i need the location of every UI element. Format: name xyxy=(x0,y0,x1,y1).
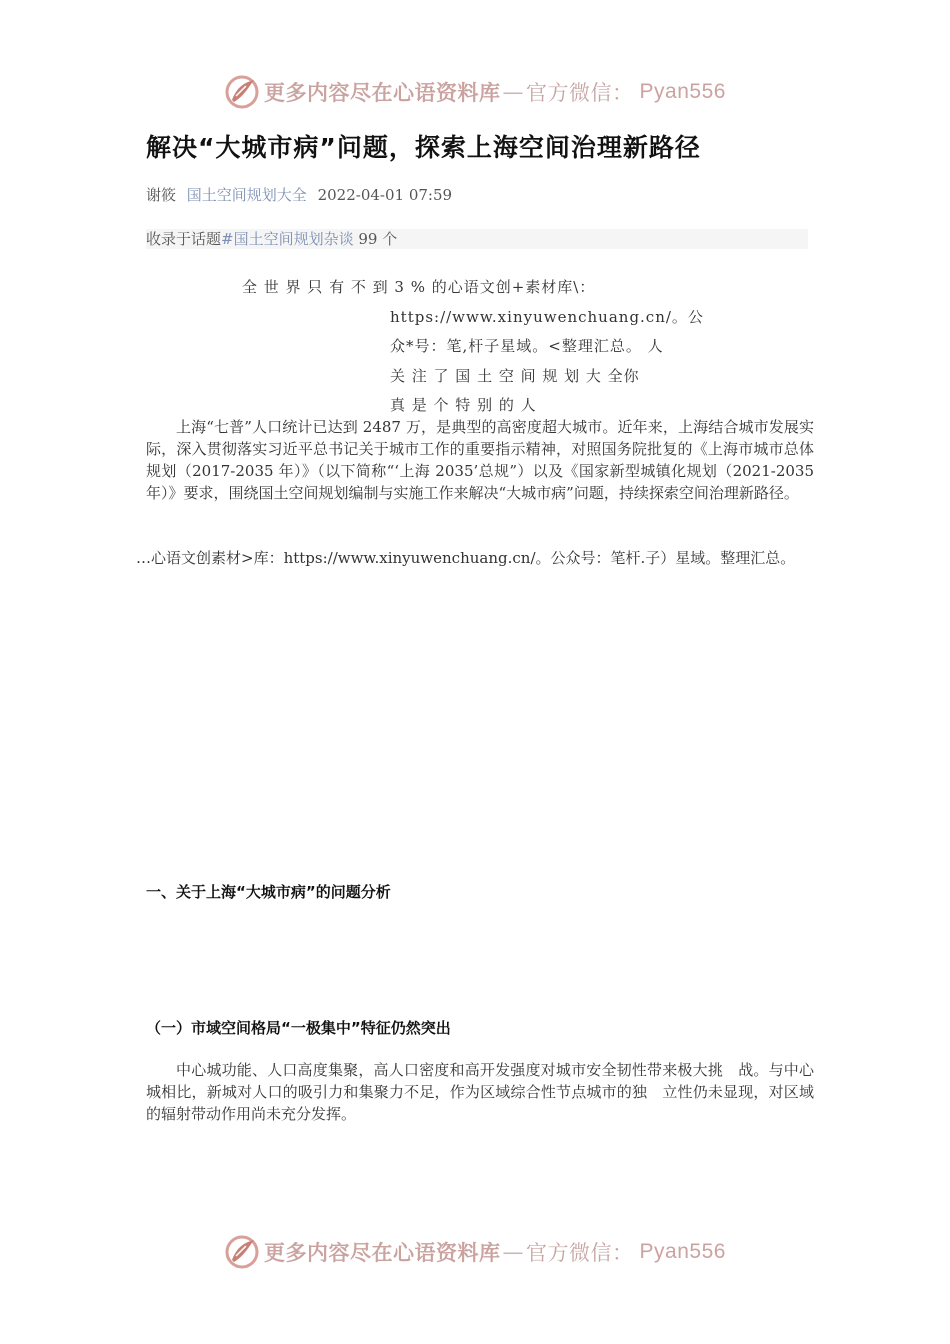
watermark-line-3: 众*号：笔,杆子星域。<整理汇总。 人 xyxy=(390,337,664,355)
brand-logo-icon xyxy=(224,74,260,110)
banner-text: 更多内容尽在心语资料库 xyxy=(264,81,501,105)
banner-separator: — xyxy=(502,1240,525,1264)
top-banner xyxy=(0,74,950,110)
topic-bar xyxy=(146,229,808,249)
banner-separator: — xyxy=(502,80,525,104)
publish-datetime: 2022-04-01 07:59 xyxy=(317,186,453,204)
watermark-line-1: 全 世 界 只 有 不 到 3 % 的心语文创+素材库\： xyxy=(242,278,596,296)
body-paragraph-2: 中心城功能、人口高度集聚，高人口密度和高开发强度对城市安全韧性带来极大挑 战。与中心城相比，新城对人口的吸引力和集聚力不足，作为区域综合性节点城市的独 立性仍未显现，对区域的辐射带动作用尚未充分发挥。 xyxy=(146,1061,814,1123)
intro-paragraph: 上海“七普”人口统计已达到 2487 万，是典型的高密度超大城市。近年来，上海结合城市发展实际，深入贯彻落实习近平总书记关于城市工作的重要指示精神，对照国务院批复的《上海市城市总体规划（2017-2035 年）》（以下简称“‘上海 2035’总规”）以及《国家新型城镇化规划（2021-2035 年）》要求，围绕国土空间规划编制与实施工作来解决“大城市病”问题，持续探索空间治理新路径。 xyxy=(146,418,814,502)
banner-text: 更多内容尽在心语资料库 xyxy=(264,1241,501,1265)
article-title: 解决“大城市病”问题，探索上海空间治理新路径 xyxy=(146,133,701,162)
watermark-line-5: 真 是 个 特 别 的 人 xyxy=(390,396,537,414)
watermark-line-2: https://www.xinyuwenchuang.cn/。公 xyxy=(390,308,704,326)
bottom-banner xyxy=(0,1234,950,1270)
banner-wechat-label: 官方微信： xyxy=(526,81,634,105)
section-heading-1: 一、关于上海“大城市病”的问题分析 xyxy=(146,883,391,901)
banner-wechat-label: 官方微信： xyxy=(526,1241,634,1265)
topic-link[interactable]: #国土空间规划杂谈 xyxy=(221,230,354,248)
article-meta xyxy=(146,184,452,205)
topic-prefix: 收录于话题 xyxy=(146,230,222,248)
author-name: 谢筱 xyxy=(146,186,177,204)
watermark-line-4: 关 注 了 国 土 空 间 规 划 大 全你 xyxy=(390,367,640,385)
topic-count: 99 个 xyxy=(358,230,398,248)
brand-logo-icon xyxy=(224,1234,260,1270)
banner-wechat-id: Pyan556 xyxy=(639,80,726,103)
subsection-heading-1: （一）市域空间格局“一极集中”特征仍然突出 xyxy=(146,1019,451,1037)
channel-link[interactable]: 国土空间规划大全 xyxy=(186,186,307,204)
source-note: …心语文创素材>库：https://www.xinyuwenchuang.cn/。公众号：笔杆.子）星域。整理汇总。 xyxy=(136,549,796,567)
banner-wechat-id: Pyan556 xyxy=(639,1240,726,1263)
